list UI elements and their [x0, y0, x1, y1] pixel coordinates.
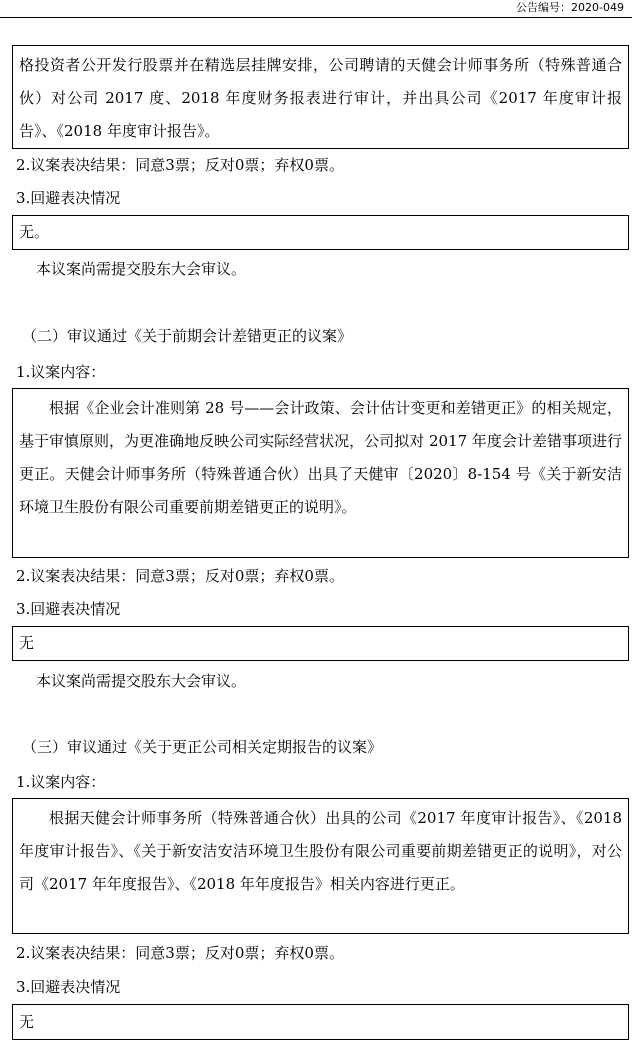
proposal-content-text: 根据天健会计师事务所（特殊普通合伙）出具的公司《2017 年度审计报告》、《2018 年度审计报告》、《关于新安洁安洁环境卫生股份有限公司重要前期差错更正的说明》，对公司《2017 年年度报告》、《2018 年年度报告》相关内容进行更正。: [19, 809, 622, 893]
proposal-content-text: 格投资者公开发行股票并在精选层挂牌安排，公司聘请的天健会计师事务所（特殊普通合伙）对公司 2017 度、2018 年度财务报表进行审计，并出具公司《2017 年度审计报告》、《2018 年度审计报告》。: [19, 56, 622, 140]
avoidance-text: 无: [19, 634, 35, 652]
proposal-content-text: 根据《企业会计准则第 28 号——会计政策、会计估计变更和差错更正》的相关规定，基于审慎原则，为更准确地反映公司实际经营状况，公司拟对 2017 年度会计差错事项进行更正。天健会计师事务所（特殊普通合伙）出具了天健审〔2020〕8-154 号《关于新安洁环境卫生股份有限公司重要前期差错更正的说明》。: [19, 399, 622, 516]
content-label: 1.议案内容：: [16, 363, 106, 381]
announcement-number: 公告编号：2020-049: [516, 1, 624, 14]
proposal-content-box: [12, 798, 629, 934]
shareholder-meeting-note: 本议案尚需提交股东大会审议。: [36, 672, 247, 690]
proposal-content-box: [12, 45, 629, 149]
shareholder-meeting-note: 本议案尚需提交股东大会审议。: [36, 260, 247, 278]
avoidance-heading: 3.回避表决情况: [16, 189, 121, 207]
vote-result: 2.议案表决结果：同意3票；反对0票；弃权0票。: [16, 944, 344, 962]
avoidance-heading: 3.回避表决情况: [16, 978, 121, 996]
avoidance-text: 无。: [19, 223, 50, 241]
section-title: （二）审议通过《关于前期会计差错更正的议案》: [22, 327, 353, 345]
avoidance-box: [12, 626, 629, 661]
proposal-content-box: [12, 388, 629, 558]
content-label: 1.议案内容：: [16, 773, 106, 791]
avoidance-text: 无: [19, 1013, 35, 1031]
vote-result: 2.议案表决结果：同意3票；反对0票；弃权0票。: [16, 156, 344, 174]
vote-result: 2.议案表决结果：同意3票；反对0票；弃权0票。: [16, 567, 344, 585]
section-title: （三）审议通过《关于更正公司相关定期报告的议案》: [22, 738, 383, 756]
page-header: [0, 0, 632, 18]
avoidance-box: [12, 215, 629, 250]
avoidance-box: [12, 1004, 629, 1040]
avoidance-heading: 3.回避表决情况: [16, 600, 121, 618]
